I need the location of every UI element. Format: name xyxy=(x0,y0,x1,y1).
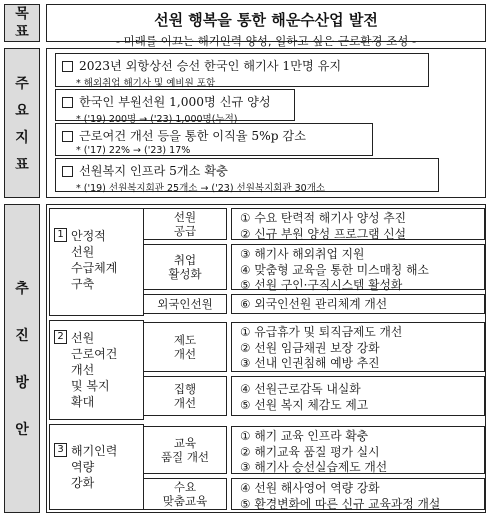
strategy-line: 역량 xyxy=(71,460,95,474)
goal-label-char-2: 표 xyxy=(15,24,29,40)
indicator-item xyxy=(55,89,295,125)
category-line: 개선 xyxy=(173,396,197,410)
strategy-line: 강화 xyxy=(71,476,95,490)
tasks-label-char: 추 xyxy=(15,281,29,298)
strategy-line: 근로여건 xyxy=(71,347,118,361)
category-line: 개선 xyxy=(173,347,197,361)
strategy-line: 안정적 xyxy=(71,229,106,243)
checkbox-icon xyxy=(62,97,73,108)
item: ③ 해기사 해외취업 지원 xyxy=(240,247,365,261)
item: ⑤ 선원 구인·구직시스템 활성화 xyxy=(240,278,403,292)
tasks-label-char: 방 xyxy=(15,374,29,391)
item-list xyxy=(231,322,485,372)
category-line: 품질 개선 xyxy=(160,450,210,464)
category-box xyxy=(143,478,227,510)
tasks-label-char: 진 xyxy=(15,328,29,345)
goal-box xyxy=(46,4,486,48)
category-line: 공급 xyxy=(173,224,197,238)
indicator-main: 근로여건 개선 등을 통한 이직율 5%p 감소 xyxy=(79,129,306,143)
item: ③ 선내 인권침해 예방 추진 xyxy=(240,356,380,370)
strategy-line: 구축 xyxy=(71,277,95,291)
indicators-label xyxy=(4,48,40,198)
checkbox-icon xyxy=(62,131,73,142)
indicators-label-char: 표 xyxy=(15,156,29,173)
strategy-line: 및 복지 xyxy=(71,379,110,393)
item: ⑥ 외국인선원 관리체계 개선 xyxy=(240,297,388,311)
item: ④ 맞춤형 교육을 통한 미스매칭 해소 xyxy=(240,262,429,277)
strategy-3 xyxy=(54,443,140,491)
tasks-label xyxy=(4,204,40,513)
strategy-line: 선원 xyxy=(71,245,95,259)
item: ② 해기교육 품질 평가 실시 xyxy=(240,444,380,459)
strategy-1 xyxy=(54,228,140,292)
item-list xyxy=(231,376,485,416)
strategy-number: 2 xyxy=(54,330,67,344)
indicator-note: * ('19) 선원복지회관 25개소 → ('23) 선원복지회관 30개소 xyxy=(76,183,326,194)
strategy-number: 3 xyxy=(54,443,67,457)
indicator-item xyxy=(55,53,429,87)
item: ③ 해기사 승선실습제도 개선 xyxy=(240,460,388,474)
strategy-line: 선원 xyxy=(71,331,95,345)
indicator-main: 선원복지 인프라 5개소 확충 xyxy=(79,164,228,178)
item: ② 신규 부원 양성 프로그램 신설 xyxy=(240,226,407,241)
category-box xyxy=(143,244,227,290)
checkbox-icon xyxy=(62,61,73,72)
item-list xyxy=(231,294,485,314)
indicator-item xyxy=(55,123,373,156)
category-line: 취업 xyxy=(173,253,197,267)
item: ① 해기 교육 인프라 확충 xyxy=(240,429,369,443)
indicator-main: 2023년 외항상선 승선 한국인 해기사 1만명 유지 xyxy=(79,59,342,73)
indicators-label-char: 요 xyxy=(15,102,29,119)
indicator-note: * ('17) 22% → ('23) 17% xyxy=(76,145,191,156)
category-line: 맞춤교육 xyxy=(162,494,208,508)
checkbox-icon xyxy=(62,166,73,177)
tasks-label-char: 안 xyxy=(15,421,29,438)
strategy-2 xyxy=(54,330,140,410)
strategy-line: 해기인력 xyxy=(71,444,118,458)
item-list xyxy=(231,208,485,240)
item: ⑤ 환경변화에 따른 신규 교육과정 개설 xyxy=(240,496,441,511)
category-box xyxy=(143,294,227,314)
item-list xyxy=(231,478,485,510)
item: ⑤ 선원 복지 체감도 제고 xyxy=(240,397,369,412)
category-line: 선원 xyxy=(173,210,197,224)
category-box xyxy=(143,376,227,416)
item: ④ 선원 해사영어 역량 강화 xyxy=(240,481,380,495)
goal-label-char-1: 목 xyxy=(15,6,29,22)
category-line: 집행 xyxy=(173,382,197,396)
category-line: 외국인선원 xyxy=(157,297,213,311)
strategy-line: 수급체계 xyxy=(71,261,118,275)
indicator-note: * ('19) 200명 → ('23) 1,000명(누적) xyxy=(76,114,238,125)
category-line: 제도 xyxy=(173,333,197,347)
item-list xyxy=(231,426,485,474)
category-box xyxy=(143,322,227,372)
category-line: 수요 xyxy=(173,480,197,494)
goal-title: 선원 행복을 통한 해운수산업 발전 xyxy=(154,11,378,29)
indicator-main: 한국인 부원선원 1,000명 신규 양성 xyxy=(79,95,271,109)
strategy-number: 1 xyxy=(54,228,67,242)
category-box xyxy=(143,426,227,474)
strategy-line: 개선 xyxy=(71,363,95,377)
category-line: 활성화 xyxy=(168,267,202,281)
goal-subtitle: - 미래를 이끄는 해기인력 양성, 일하고 싶은 근로환경 조성 - xyxy=(115,34,417,48)
item: ② 선원 임금채권 보장 강화 xyxy=(240,340,380,355)
item: ① 수요 탄력적 해기사 양성 추진 xyxy=(240,211,407,225)
item-list xyxy=(231,244,485,290)
category-box xyxy=(143,208,227,240)
item: ④ 선원근로감독 내실화 xyxy=(240,382,361,396)
indicator-item xyxy=(55,158,439,192)
item: ① 유급휴가 및 퇴직금제도 개선 xyxy=(240,325,403,339)
goal-label xyxy=(4,4,40,42)
indicator-note: * 해외취업 해기사 및 예비원 포함 xyxy=(76,78,216,89)
category-line: 교육 xyxy=(173,436,197,450)
indicators-label-char: 지 xyxy=(15,129,29,146)
strategy-line: 확대 xyxy=(71,395,95,409)
indicators-label-char: 주 xyxy=(15,75,29,92)
